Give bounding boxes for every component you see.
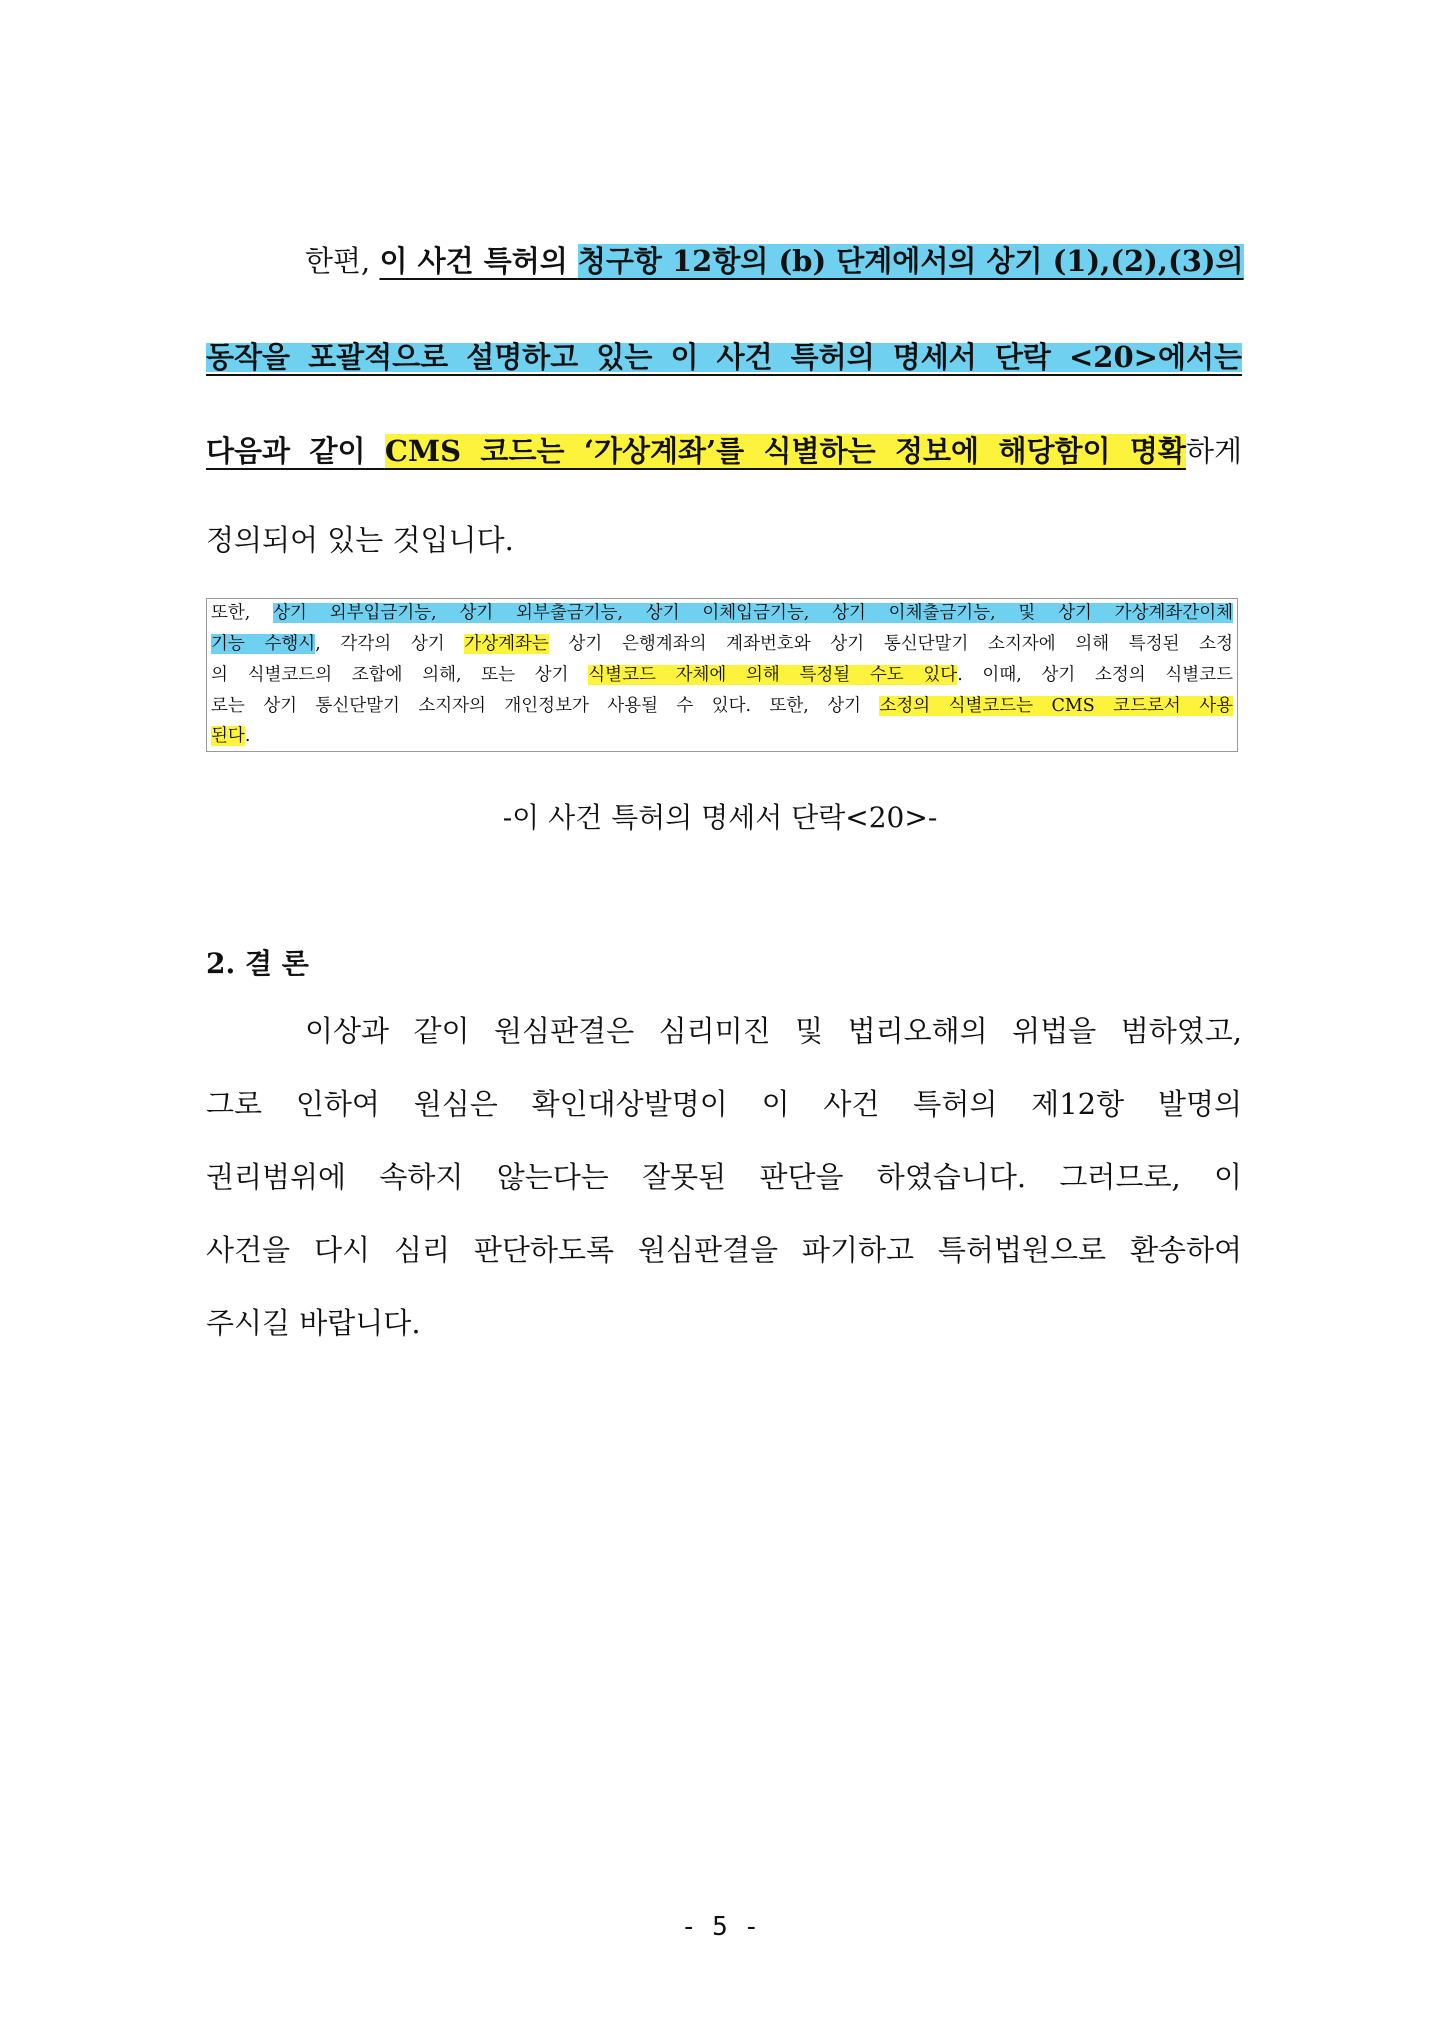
- para1-line2: 동작을 포괄적으로 설명하고 있는 이 사건 특허의 명세서 단락 <20>에서는: [206, 340, 1242, 374]
- quote-highlight-blue: 기능 수행시: [211, 634, 316, 654]
- quote-highlight-yellow: 된다: [211, 726, 245, 746]
- section-line1: 이상과 같이 원심판결은 심리미진 및 법리오해의 위법을 범하였고,: [305, 1014, 1242, 1048]
- para1-tail: 하게: [1185, 434, 1242, 468]
- para1-lead: 다음과 같이: [206, 434, 385, 468]
- quote-highlight-blue: 상기 외부입금기능, 상기 외부출금기능, 상기 이체입금기능, 상기 이체출금기능, 및 상기 가상계좌간이체: [273, 603, 1234, 623]
- para1-intro: 한편,: [305, 244, 380, 278]
- section-line3: 권리범위에 속하지 않는다는 잘못된 판단을 하였습니다. 그러므로, 이: [206, 1160, 1242, 1194]
- quote-line3: [211, 667, 1233, 685]
- quote-highlight-yellow: 식별코드 자체에 의해 특정될 수도 있다: [588, 665, 958, 685]
- para1-line4: 정의되어 있는 것입니다.: [206, 523, 514, 557]
- section-line4: 사건을 다시 심리 판단하도록 원심판결을 파기하고 특허법원으로 환송하여: [206, 1233, 1242, 1267]
- quote-text: 로는 상기 통신단말기 소지자의 개인정보가 사용될 수 있다. 또한, 상기: [211, 696, 880, 716]
- quote-line2: [211, 636, 1233, 654]
- quote-text: 상기 은행계좌의 계좌번호와 상기 통신단말기 소지자에 의해 특정된 소정: [548, 634, 1233, 654]
- quote-text: . 이때, 상기 소정의 식별코드: [957, 665, 1234, 685]
- page-number: - 5 -: [680, 1912, 760, 1942]
- section-heading: 2. 결 론: [206, 947, 309, 980]
- quoted-specification-box: [206, 598, 1238, 752]
- quote-line5: [211, 728, 1233, 746]
- quote-line4: [211, 698, 1233, 716]
- quote-caption: -이 사건 특허의 명세서 단락<20>-: [502, 801, 938, 834]
- quote-highlight-yellow: 소정의 식별코드는 CMS 코드로서 사용: [879, 696, 1234, 716]
- quote-highlight-yellow: 가상계좌는: [464, 634, 549, 654]
- section-line2: 그로 인하여 원심은 확인대상발명이 이 사건 특허의 제12항 발명의: [206, 1087, 1242, 1121]
- quote-text: 또한,: [211, 603, 274, 623]
- quote-text: 의 식별코드의 조합에 의해, 또는 상기: [211, 665, 589, 685]
- para1-highlight-blue: 청구항 12항의 (b) 단계에서의 상기 (1),(2),(3)의: [577, 244, 1244, 278]
- quote-text: .: [244, 726, 251, 746]
- quote-text: , 각각의 상기: [315, 634, 465, 654]
- para1-emphasis: 이 사건 특허의: [379, 244, 578, 278]
- section-line5: 주시길 바랍니다.: [206, 1306, 421, 1340]
- para1-line1: [305, 244, 1244, 278]
- quote-line1: [211, 605, 1233, 623]
- para1-line3: [206, 434, 1242, 468]
- para1-highlight-yellow: CMS 코드는 ‘가상계좌’를 식별하는 정보에 해당함이 명확: [384, 434, 1186, 468]
